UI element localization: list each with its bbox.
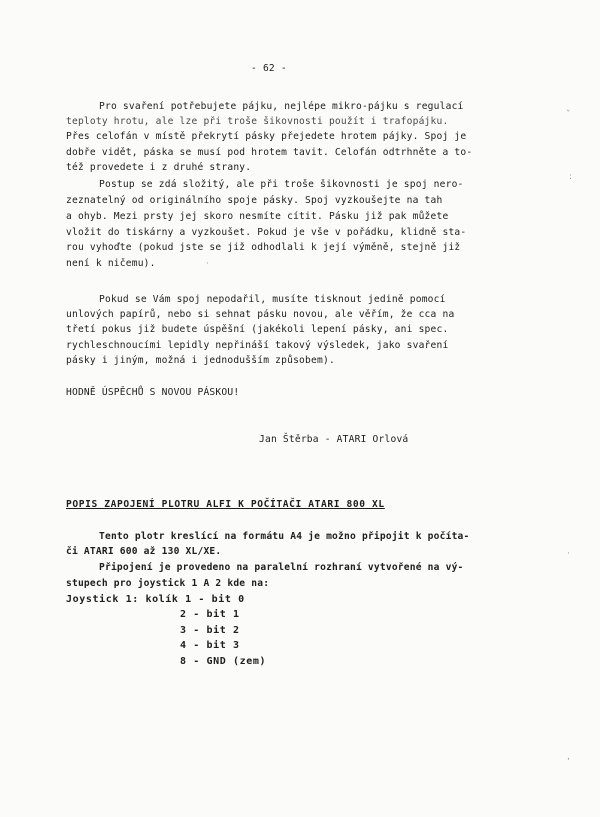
section-title: POPIS ZAPOJENÍ PLOTRU ALFI K POČÍTAČI ATARI 800 XL (66, 499, 385, 510)
pin-mapping-row: Joystick 1: kolík 1 - bit 0 (66, 594, 245, 605)
text-line: není k ničemu). (66, 258, 156, 269)
pin-mapping-row: 8 - GND (zem) (180, 656, 267, 667)
pin-mapping-row: 3 - bit 2 (180, 625, 240, 636)
closing-wish: HODNĚ ÚSPĚCHŮ S NOVOU PÁSKOU! (66, 387, 240, 398)
text-line: Postup se zdá složitý, ale při troše šikovnosti je spoj nero- (99, 179, 464, 190)
text-line: Přes celofán v místě překrytí pásky přejedete hrotem pájky. Spoj je (66, 131, 467, 142)
text-line: unlových papírů, nebo si sehnat pásku novou, ale věřím, že cca na (66, 309, 455, 320)
text-line: rou vyhoďte (pokud jste se již odhodlali k její výměně, stejně již (66, 242, 461, 253)
text-line: Pro svaření potřebujete pájku, nejlépe mikro-pájku s regulací (99, 101, 464, 112)
text-line: vložit do tiskárny a vyzkoušet. Pokud je vše v pořádku, klidně sta- (66, 227, 467, 238)
author-signature: Jan Štěrba - ATARI Orlová (259, 434, 409, 445)
pin-mapping-row: 4 - bit 3 (180, 640, 240, 651)
text-line: Připojení je provedeno na paralelní rozhraní vytvořené na vý- (99, 562, 464, 573)
text-line: též provedete i z druhé strany. (66, 162, 252, 173)
scan-speck: : (569, 172, 573, 182)
text-line: Pokud se Vám spoj nepodařil, musíte tisknout jedině pomocí (99, 294, 446, 305)
text-line: a ohyb. Mezi prsty jej skoro nesmíte cítit. Pásku již pak můžete (66, 211, 449, 222)
text-line: pásky i jiným, možná i jednodušším způsobem). (66, 355, 335, 366)
text-line: teploty hrotu, ale lze při troše šikovnosti použít i trafopájku. (66, 116, 449, 127)
scan-speck: ‚ (567, 752, 570, 762)
text-line: zeznatelný od originálního spoje pásky. Spoj vyzkoušejte na tah (66, 195, 443, 206)
pin-mapping-row: 2 - bit 1 (180, 609, 240, 620)
text-line: rychleschnoucími lepidly nepřináší takový výsledek, jako svaření (66, 340, 449, 351)
text-line: dobře vidět, páska se musí pod hrotem tavit. Celofán odtrhněte a to- (66, 147, 473, 158)
page-number: - 62 - (251, 63, 287, 74)
text-line: třetí pokus již budete úspěšní (jakékoli lepení pásky, ani spec. (66, 324, 449, 335)
scan-speck: · (206, 259, 209, 269)
text-line: Tento plotr kreslící na formátu A4 je možno připojit k počíta- (99, 531, 470, 542)
scan-speck: · (567, 549, 570, 559)
text-line: stupech pro joystick 1 A 2 kde na: (66, 578, 270, 589)
text-line: či ATARI 600 až 130 XL/XE. (66, 546, 222, 557)
scan-speck: ˇ (566, 110, 571, 120)
